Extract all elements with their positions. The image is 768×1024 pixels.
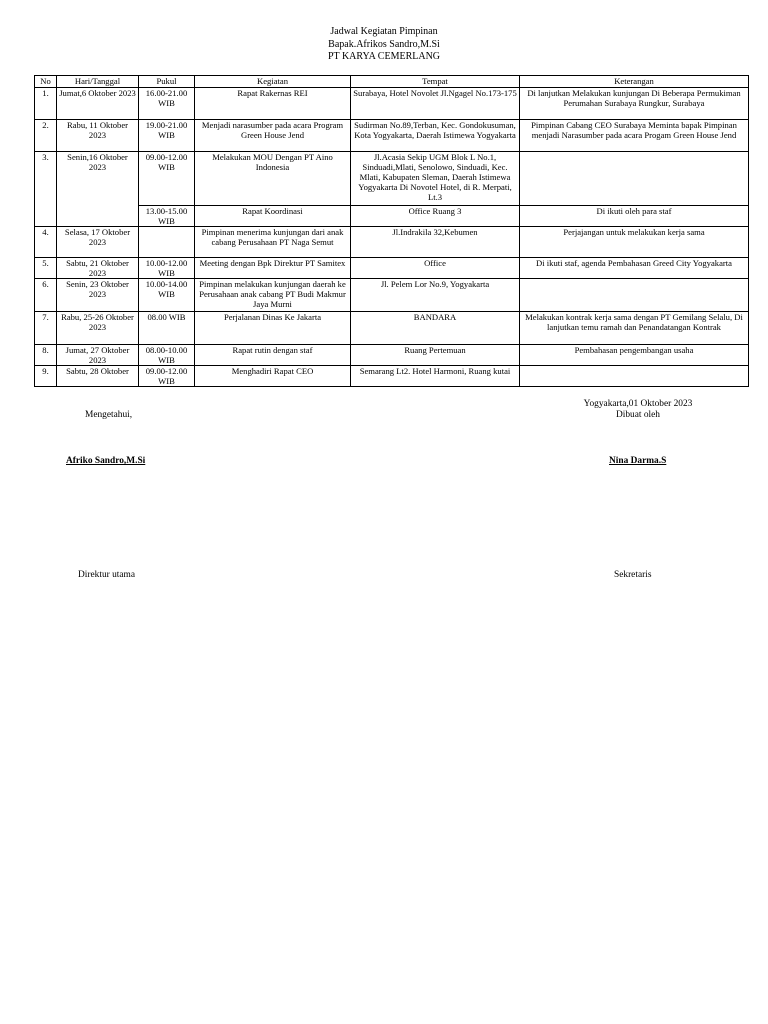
cell-place: Office Ruang 3: [351, 206, 520, 227]
cell-time: 09.00-12.00 WIB: [139, 366, 195, 387]
cell-date: Senin, 23 Oktober 2023: [57, 279, 139, 312]
cell-note: [520, 152, 749, 206]
table-row: [35, 258, 749, 279]
cell-time: 16.00-21.00 WIB: [139, 88, 195, 120]
document-company: PT KARYA CEMERLANG: [327, 51, 441, 62]
cell-activity: Rapat rutin dengan staf: [195, 345, 351, 366]
table-row: [35, 366, 749, 387]
cell-place: Office: [351, 258, 520, 279]
cell-activity: Rapat Koordinasi: [195, 206, 351, 227]
director-name: Afriko Sandro,M.Si: [66, 456, 146, 466]
cell-time: 09.00-12.00 WIB: [139, 152, 195, 206]
secretary-name: Nina Darma.S: [609, 456, 667, 466]
table-row: [35, 88, 749, 120]
cell-note: Pimpinan Cabang CEO Surabaya Meminta bapak Pimpinan menjadi Narasumber pada acara Progam Green House Jend: [520, 120, 749, 152]
cell-no: 6.: [35, 279, 57, 312]
cell-activity: Perjalanan Dinas Ke Jakarta: [195, 312, 351, 345]
director-role: Direktur utama: [78, 570, 136, 580]
table-row: [35, 312, 749, 345]
cell-no: 1.: [35, 88, 57, 120]
cell-place: Semarang Lt2. Hotel Harmoni, Ruang kutai: [351, 366, 520, 387]
cell-activity: Meeting dengan Bpk Direktur PT Samitex: [195, 258, 351, 279]
cell-date: Selasa, 17 Oktober 2023: [57, 227, 139, 258]
column-header-place: Tempat: [351, 76, 520, 88]
table-header-row: [35, 76, 749, 88]
cell-no: 3.: [35, 152, 57, 227]
cell-time: 13.00-15.00 WIB: [139, 206, 195, 227]
cell-time: 10.00-12.00 WIB: [139, 258, 195, 279]
cell-place: BANDARA: [351, 312, 520, 345]
cell-note: Pembahasan pengembangan usaha: [520, 345, 749, 366]
column-header-note: Keterangan: [520, 76, 749, 88]
column-header-activity: Kegiatan: [195, 76, 351, 88]
cell-activity: Melakukan MOU Dengan PT Aino Indonesia: [195, 152, 351, 206]
table-row: [35, 206, 749, 227]
cell-place: Jl.Indrakila 32,Kebumen: [351, 227, 520, 258]
cell-activity: Pimpinan menerima kunjungan dari anak cabang Perusahaan PT Naga Semut: [195, 227, 351, 258]
cell-note: Di lanjutkan Melakukan kunjungan Di Beberapa Permukiman Perumahan Surabaya Rungkur, Surabaya: [520, 88, 749, 120]
cell-time: 08.00 WIB: [139, 312, 195, 345]
table-row: [35, 345, 749, 366]
cell-note: Perjajangan untuk melakukan kerja sama: [520, 227, 749, 258]
cell-time: 10.00-14.00 WIB: [139, 279, 195, 312]
column-header-date: Hari/Tanggal: [57, 76, 139, 88]
cell-time: [139, 227, 195, 258]
cell-time: 08.00-10.00 WIB: [139, 345, 195, 366]
cell-place: Sudirman No.89,Terban, Kec. Gondokusuman, Kota Yogyakarta, Daerah Istimewa Yogyakarta: [351, 120, 520, 152]
schedule-table: [34, 75, 749, 387]
cell-no: 2.: [35, 120, 57, 152]
cell-note: [520, 366, 749, 387]
cell-no: 7.: [35, 312, 57, 345]
cell-note: Di ikuti oleh para staf: [520, 206, 749, 227]
cell-note: [520, 279, 749, 312]
cell-time: 19.00-21.00 WIB: [139, 120, 195, 152]
secretary-role: Sekretaris: [614, 570, 652, 580]
cell-activity: Menghadiri Rapat CEO: [195, 366, 351, 387]
document-subtitle-name: Bapak.Afrikos Sandro,M.Si: [328, 39, 440, 50]
place-date: Yogyakarta,01 Oktober 2023: [583, 399, 693, 409]
table-row: [35, 120, 749, 152]
table-row: [35, 279, 749, 312]
cell-note: Di ikuti staf, agenda Pembahasan Greed City Yogyakarta: [520, 258, 749, 279]
cell-note: Melakukan kontrak kerja sama dengan PT Gemilang Selalu, Di lanjutkan temu ramah dan Penandatangan Kontrak: [520, 312, 749, 345]
cell-no: 8.: [35, 345, 57, 366]
document-title: Jadwal Kegiatan Pimpinan: [330, 26, 438, 37]
cell-date: Rabu, 11 Oktober 2023: [57, 120, 139, 152]
cell-no: 9.: [35, 366, 57, 387]
cell-place: Jl.Acasia Sekip UGM Blok L No.1, Sinduadi,Mlati, Senolowo, Sinduadi, Kec. Mlati, Kabupaten Sleman, Daerah Istimewa Yogyakarta Di Novotel Hotel, di R. Merpati, Lt.3: [351, 152, 520, 206]
cell-date: Sabtu, 28 Oktober: [57, 366, 139, 387]
cell-activity: Menjadi narasumber pada acara Program Green House Jend: [195, 120, 351, 152]
table-row: [35, 227, 749, 258]
cell-activity: Pimpinan melakukan kunjungan daerah ke Perusahaan anak cabang PT Budi Makmur Jaya Murni: [195, 279, 351, 312]
cell-activity: Rapat Rakernas REI: [195, 88, 351, 120]
cell-date: Rabu, 25-26 Oktober 2023: [57, 312, 139, 345]
acknowledged-label: Mengetahui,: [85, 410, 133, 420]
cell-place: Jl. Pelem Lor No.9, Yogyakarta: [351, 279, 520, 312]
cell-date: Jumat,6 Oktober 2023: [57, 88, 139, 120]
cell-date: Senin,16 Oktober 2023: [57, 152, 139, 227]
cell-no: 4.: [35, 227, 57, 258]
prepared-by-label: Dibuat oleh: [615, 410, 660, 420]
cell-date: Sabtu, 21 Oktober 2023: [57, 258, 139, 279]
cell-no: 5.: [35, 258, 57, 279]
cell-place: Surabaya, Hotel Novolet Jl.Ngagel No.173-175: [351, 88, 520, 120]
cell-date: Jumat, 27 Oktober 2023: [57, 345, 139, 366]
column-header-time: Pukul: [139, 76, 195, 88]
cell-place: Ruang Pertemuan: [351, 345, 520, 366]
table-row: [35, 152, 749, 206]
column-header-no: No: [35, 76, 57, 88]
